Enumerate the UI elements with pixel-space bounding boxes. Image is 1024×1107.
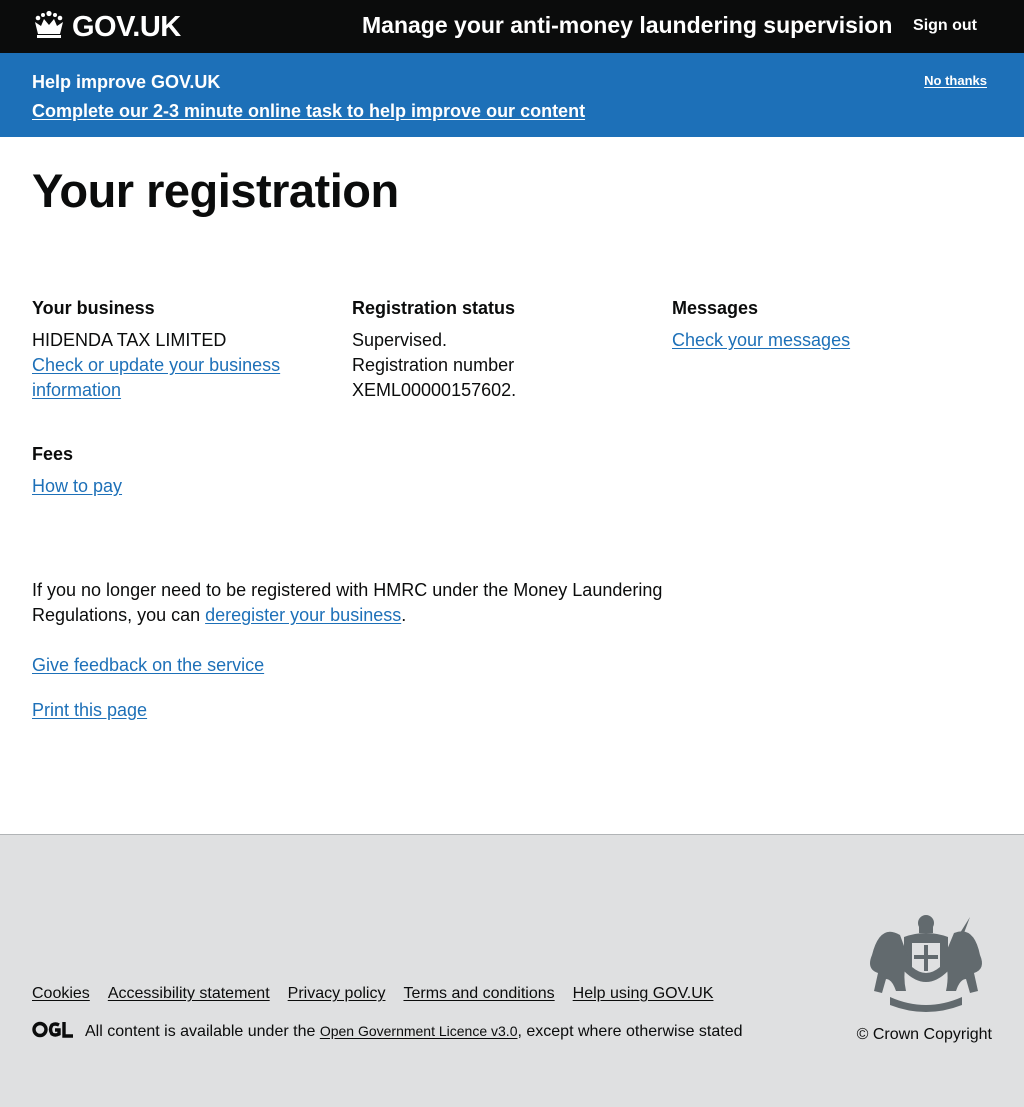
- give-feedback-link[interactable]: Give feedback on the service: [32, 655, 265, 675]
- licence-text-end: , except where otherwise stated: [517, 1023, 743, 1040]
- update-business-link[interactable]: Check or update your business information: [32, 355, 281, 400]
- site-footer: [0, 834, 1024, 1107]
- ogl-logo-icon: [32, 1021, 74, 1043]
- licence-row: [32, 1021, 743, 1043]
- deregister-text-end: .: [401, 605, 407, 625]
- banner-title: Help improve GOV.UK: [32, 72, 221, 92]
- deregister-paragraph: [32, 578, 692, 628]
- registration-number-label: Registration number: [352, 355, 515, 375]
- business-heading: Your business: [32, 298, 155, 318]
- messages-heading: Messages: [672, 298, 759, 318]
- footer-links: [32, 985, 713, 1003]
- ogl-licence-link[interactable]: Open Government Licence v3.0: [319, 1023, 518, 1039]
- feedback-banner: [0, 53, 1024, 137]
- fees-heading: Fees: [32, 444, 74, 464]
- crown-icon: [32, 10, 66, 45]
- print-page-link[interactable]: Print this page: [32, 700, 148, 720]
- banner-dismiss-link[interactable]: No thanks: [924, 73, 987, 88]
- sign-out-link[interactable]: Sign out: [913, 17, 977, 34]
- business-section: [32, 298, 332, 403]
- deregister-link[interactable]: deregister your business: [205, 605, 402, 625]
- govuk-logo-text: GOV.UK: [72, 11, 181, 43]
- licence-text: All content is available under the: [85, 1023, 320, 1040]
- site-header: [0, 0, 1024, 53]
- how-to-pay-link[interactable]: How to pay: [32, 476, 123, 496]
- service-name-link[interactable]: Manage your anti-money laundering supervision: [362, 12, 893, 38]
- fees-section: [32, 444, 332, 499]
- registration-number: XEML00000157602.: [352, 380, 517, 400]
- banner-survey-link[interactable]: Complete our 2-3 minute online task to help improve our content: [32, 101, 586, 121]
- page-title: Your registration: [32, 164, 399, 217]
- main-content: [0, 137, 1024, 835]
- deregister-text: If you no longer need to be registered with HMRC under the Money Laundering Regulations, you can: [32, 580, 663, 625]
- crown-copyright-link[interactable]: © Crown Copyright: [856, 1026, 992, 1043]
- royal-coat-of-arms-icon: [862, 909, 990, 1022]
- status-value: Supervised.: [352, 330, 448, 350]
- check-messages-link[interactable]: Check your messages: [672, 330, 851, 350]
- footer-link-cookies[interactable]: Cookies: [32, 985, 90, 1002]
- footer-link-privacy[interactable]: Privacy policy: [287, 985, 386, 1002]
- registration-status-section: [352, 298, 652, 403]
- status-heading: Registration status: [352, 298, 516, 318]
- govuk-logo-link[interactable]: [32, 10, 181, 45]
- footer-link-terms[interactable]: Terms and conditions: [403, 985, 555, 1002]
- footer-link-accessibility[interactable]: Accessibility statement: [107, 985, 270, 1002]
- messages-section: [672, 298, 972, 353]
- business-name: HIDENDA TAX LIMITED: [32, 330, 227, 350]
- footer-link-help[interactable]: Help using GOV.UK: [572, 985, 714, 1002]
